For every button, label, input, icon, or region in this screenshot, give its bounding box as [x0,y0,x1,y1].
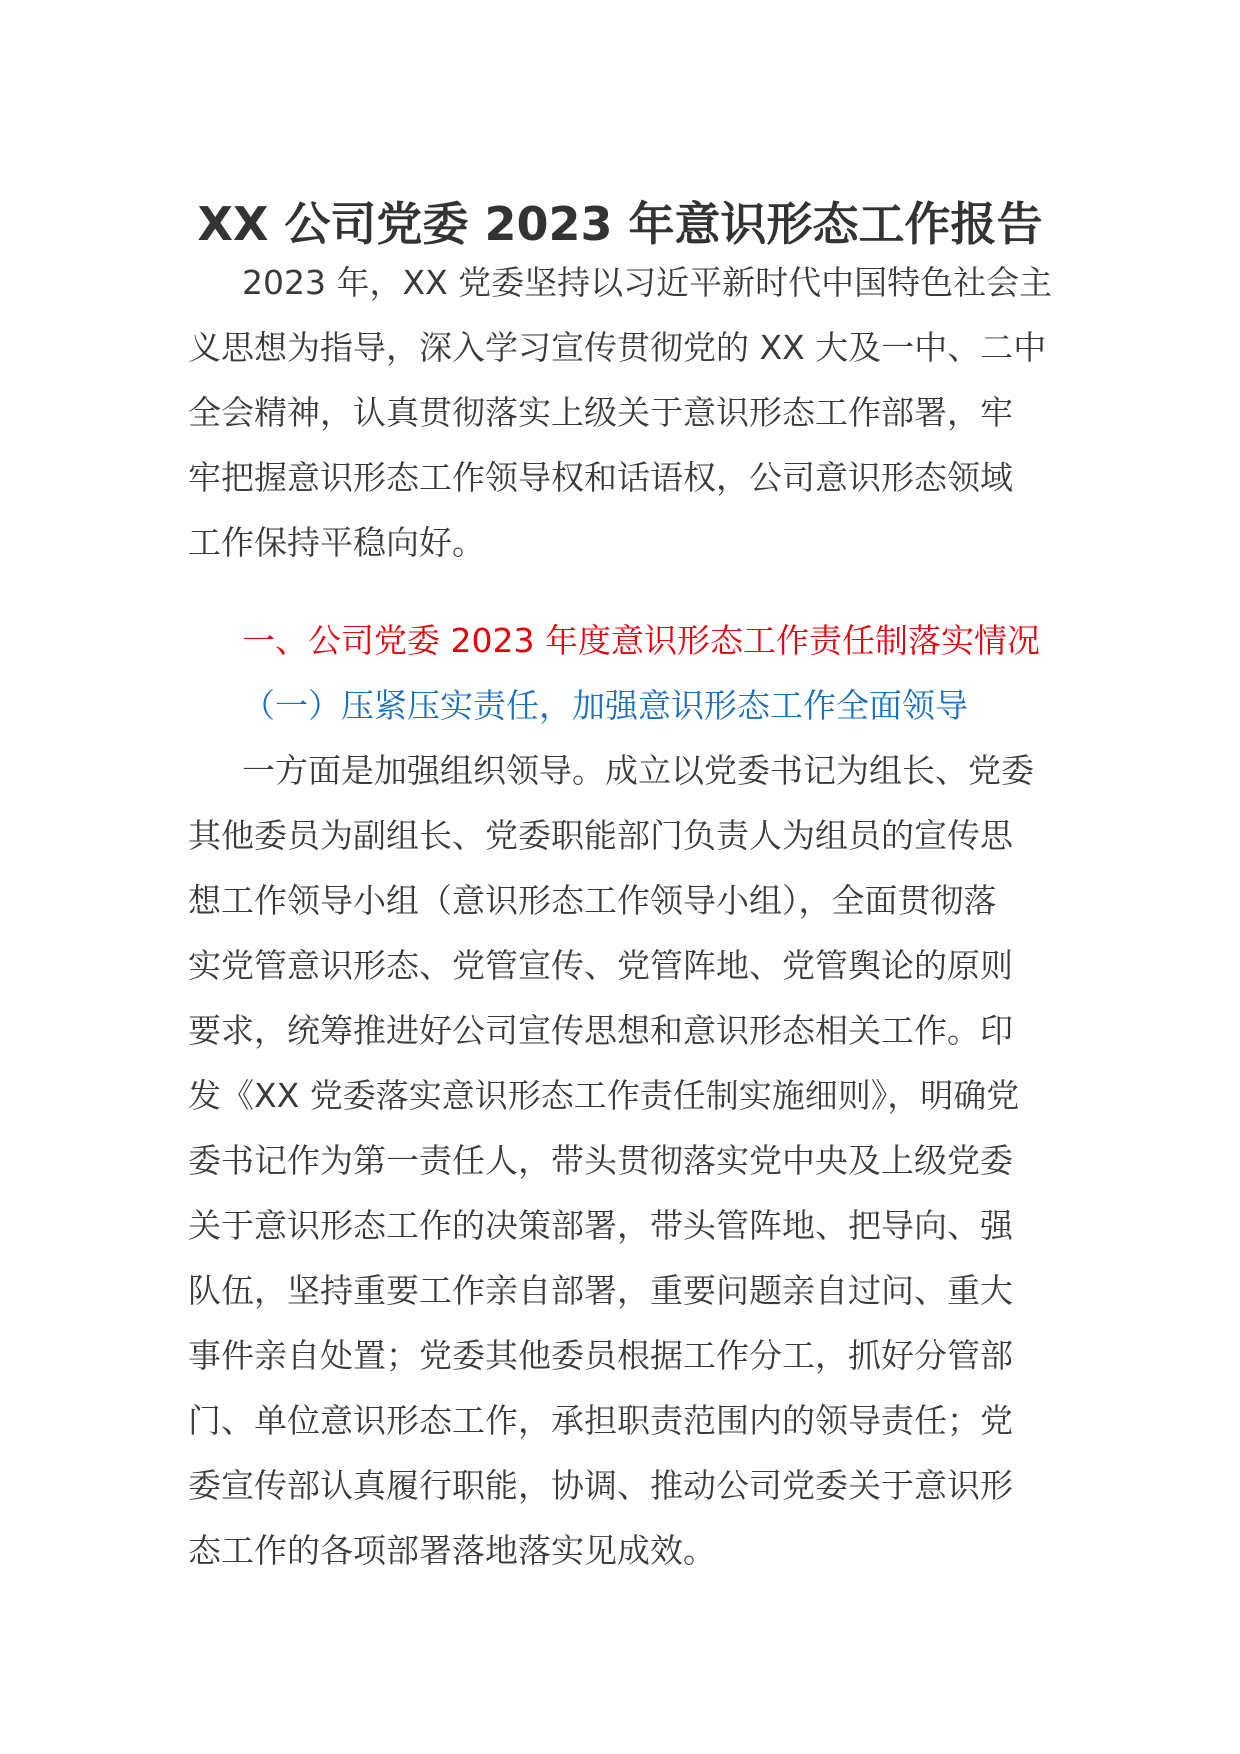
paragraph-line: 关于意识形态工作的决策部署，带头管阵地、把导向、强 [188,1206,1013,1245]
paragraph-line: 队伍，坚持重要工作亲自部署，重要问题亲自过问、重大 [188,1271,1013,1310]
paragraph-line: 发《XX 党委落实意识形态工作责任制实施细则》，明确党 [188,1076,1020,1115]
section-heading-text: 一、公司党委 2023 年度意识形态工作责任制落实情况 [242,621,1040,660]
paragraph-line: 全会精神，认真贯彻落实上级关于意识形态工作部署，牢 [188,393,1013,432]
paragraph-line: 一方面是加强组织领导。成立以党委书记为组长、党委 [242,751,1034,790]
body-paragraph [188,738,1068,1583]
subsection-heading-text: （一）压紧压实责任，加强意识形态工作全面领导 [242,686,968,725]
document-title: XX 公司党委 2023 年意识形态工作报告 [197,197,1043,251]
paragraph-line: 门、单位意识形态工作，承担职责范围内的领导责任；党 [188,1401,1013,1440]
paragraph-line: 要求，统筹推进好公司宣传思想和意识形态相关工作。印 [188,1011,1013,1050]
subsection-heading [188,673,1068,738]
paragraph-line: 委书记作为第一责任人，带头贯彻落实党中央及上级党委 [188,1141,1013,1180]
paragraph-line: 2023 年，XX 党委坚持以习近平新时代中国特色社会主 [242,263,1053,302]
paragraph-line: 牢把握意识形态工作领导权和话语权，公司意识形态领域 [188,458,1013,497]
paragraph-line: 义思想为指导，深入学习宣传贯彻党的 XX 大及一中、二中 [188,328,1047,367]
section-heading [188,608,1068,673]
paragraph-line: 事件亲自处置；党委其他委员根据工作分工，抓好分管部 [188,1336,1013,1375]
intro-paragraph [188,250,1068,575]
paragraph-line: 态工作的各项部署落地落实见成效。 [188,1531,716,1570]
paragraph-line: 其他委员为副组长、党委职能部门负责人为组员的宣传思 [188,816,1013,855]
paragraph-line: 委宣传部认真履行职能，协调、推动公司党委关于意识形 [188,1466,1013,1505]
paragraph-line: 实党管意识形态、党管宣传、党管阵地、党管舆论的原则 [188,946,1013,985]
paragraph-line: 工作保持平稳向好。 [188,523,485,562]
paragraph-line: 想工作领导小组（意识形态工作领导小组），全面贯彻落 [188,881,997,920]
